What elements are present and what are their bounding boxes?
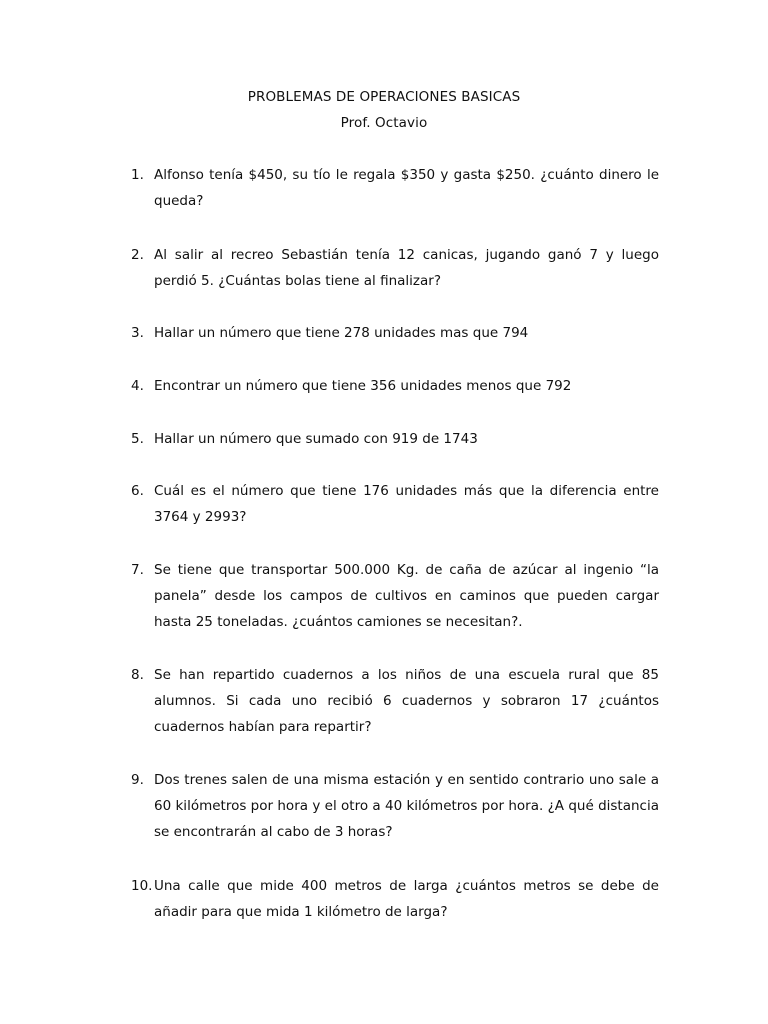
problem-number: 7.: [131, 562, 144, 578]
problem-number: 3.: [131, 325, 144, 341]
problem-text: Encontrar un número que tiene 356 unidades menos que 792: [154, 378, 572, 394]
document-title: PROBLEMAS DE OPERACIONES BASICAS: [247, 89, 521, 105]
problem-text: Al salir al recreo Sebastián tenía 12 canicas, jugando ganó 7 y luego perdió 5. ¿Cuántas bolas tiene al finalizar?: [154, 247, 659, 289]
problem-text: Se han repartido cuadernos a los niños de una escuela rural que 85 alumnos. Si cada uno recibió 6 cuadernos y sobraron 17 ¿cuántos cuadernos habían para repartir?: [154, 667, 659, 735]
problem-number: 10.: [131, 878, 153, 894]
problem-item-3: [131, 320, 659, 346]
problem-number: 8.: [131, 667, 144, 683]
problem-text: Se tiene que transportar 500.000 Kg. de caña de azúcar al ingenio “la panela” desde los campos de cultivos en caminos que pueden cargar hasta 25 toneladas. ¿cuántos camiones se necesitan?.: [154, 562, 659, 630]
problem-item-8: [131, 662, 659, 740]
problem-number: 1.: [131, 167, 144, 183]
problem-text: Alfonso tenía $450, su tío le regala $350 y gasta $250. ¿cuánto dinero le queda?: [154, 167, 659, 209]
problem-number: 4.: [131, 378, 144, 394]
document-author: Prof. Octavio: [340, 115, 428, 131]
problem-number: 9.: [131, 772, 144, 788]
problem-item-6: [131, 478, 659, 530]
problem-item-10: [131, 873, 659, 925]
problem-number: 2.: [131, 247, 144, 263]
problem-text: Una calle que mide 400 metros de larga ¿cuántos metros se debe de añadir para que mida 1 kilómetro de larga?: [154, 878, 659, 920]
problem-item-2: [131, 242, 659, 294]
problem-text: Cuál es el número que tiene 176 unidades más que la diferencia entre 3764 y 2993?: [154, 483, 659, 525]
problem-item-7: [131, 557, 659, 635]
problem-item-5: [131, 426, 659, 452]
problem-text: Hallar un número que sumado con 919 de 1743: [154, 431, 478, 447]
problem-item-1: [131, 162, 659, 214]
problem-text: Dos trenes salen de una misma estación y en sentido contrario uno sale a 60 kilómetros por hora y el otro a 40 kilómetros por hora. ¿A qué distancia se encontrarán al cabo de 3 horas?: [154, 772, 659, 840]
problem-number: 6.: [131, 483, 144, 499]
problem-text: Hallar un número que tiene 278 unidades mas que 794: [154, 325, 529, 341]
problem-number: 5.: [131, 431, 144, 447]
problem-item-9: [131, 767, 659, 845]
problem-item-4: [131, 373, 659, 399]
